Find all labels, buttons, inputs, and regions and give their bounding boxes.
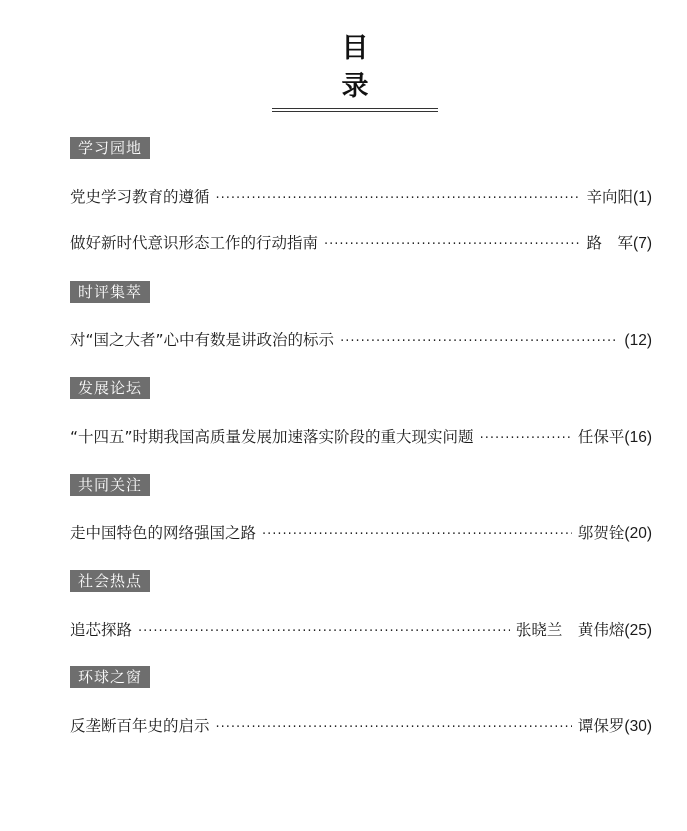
entry-page: (12) (624, 332, 652, 349)
leader-dots (138, 620, 510, 644)
entry-title[interactable]: 对“国之大者”心中有数是讲政治的标示 (70, 331, 335, 349)
section-commentary (70, 281, 652, 303)
section-heading: 学习园地 (70, 137, 150, 159)
section-heading: 社会热点 (70, 570, 150, 592)
title-underline (272, 108, 438, 112)
entry-page: (25) (624, 622, 652, 639)
entry-page: (20) (624, 525, 652, 542)
entry-author: 路 军 (586, 234, 634, 252)
entry-author: 张晓兰 黄伟熔 (515, 621, 625, 639)
leader-dots (480, 427, 572, 451)
page-title: 目录 (341, 33, 407, 102)
entry-page: (30) (624, 718, 652, 735)
entry-title[interactable]: “十四五”时期我国高质量发展加速落实阶段的重大现实问题 (70, 428, 474, 446)
leader-dots (340, 330, 618, 354)
section-heading: 共同关注 (70, 474, 150, 496)
section-common-concern (70, 474, 652, 496)
section-social-hotspot (70, 570, 652, 592)
leader-dots (216, 187, 581, 211)
entry-author: 任保平 (577, 428, 625, 446)
section-heading: 发展论坛 (70, 377, 150, 399)
toc-header (272, 30, 438, 112)
entry-author: 邬贺铨 (577, 524, 625, 542)
leader-dots (262, 523, 572, 547)
entry-title[interactable]: 走中国特色的网络强国之路 (70, 524, 257, 542)
section-study (70, 137, 652, 159)
section-heading: 环球之窗 (70, 666, 150, 688)
leader-dots (216, 716, 572, 740)
entry-page: (7) (633, 235, 652, 252)
entry-author: 辛向阳 (586, 188, 634, 206)
section-heading: 时评集萃 (70, 281, 150, 303)
entry-page: (16) (624, 429, 652, 446)
section-global-window (70, 666, 652, 688)
section-development (70, 377, 652, 399)
entry-page: (1) (633, 189, 652, 206)
entry-title[interactable]: 党史学习教育的遵循 (70, 188, 210, 206)
entry-title[interactable]: 反垄断百年史的启示 (70, 717, 210, 735)
entry-title[interactable]: 做好新时代意识形态工作的行动指南 (70, 234, 319, 252)
entry-author: 谭保罗 (577, 717, 625, 735)
entry-title[interactable]: 追芯探路 (70, 621, 133, 639)
leader-dots (324, 233, 581, 257)
